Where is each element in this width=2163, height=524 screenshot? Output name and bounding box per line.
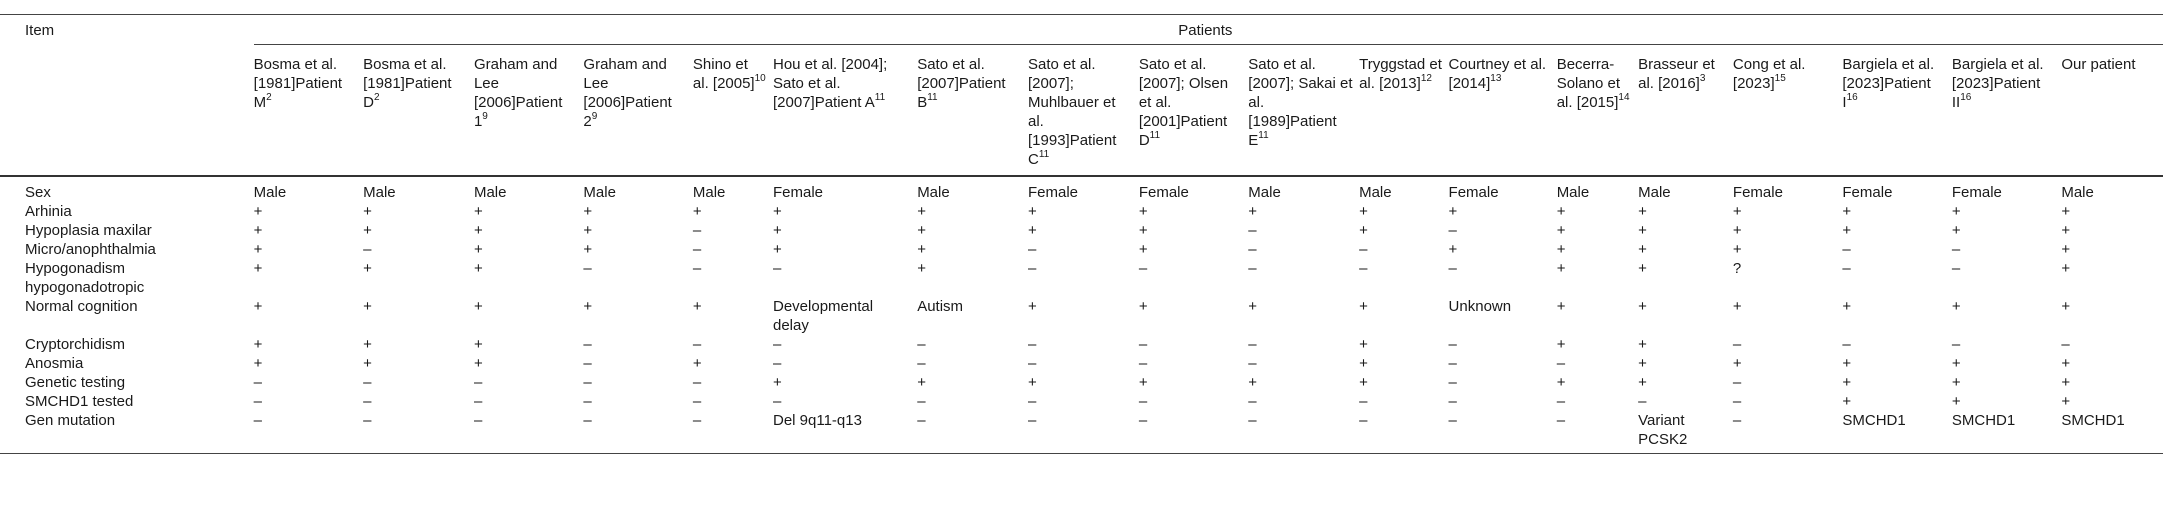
table-cell: – (1448, 412, 1457, 429)
table-row (0, 354, 2163, 373)
table-cell: + (1732, 241, 1742, 258)
table-cell: + (2061, 241, 2071, 258)
patient-column-label: Bargiela et al. [2023]Patient II (1951, 56, 2044, 111)
table-row (0, 202, 2163, 221)
table-body (0, 176, 2163, 454)
table-cell: + (773, 203, 782, 220)
table-cell: + (583, 203, 593, 220)
table-cell: – (1732, 412, 1742, 429)
table-row (0, 176, 2163, 202)
header-row-columns (0, 45, 2163, 177)
table-cell: Male (1359, 184, 1392, 201)
table-cell: – (1138, 393, 1148, 410)
table-cell: – (1448, 374, 1457, 391)
table-cell: + (1638, 203, 1647, 220)
table-cell: + (583, 298, 593, 315)
table-cell: – (363, 393, 372, 410)
row-label: SMCHD1 tested (25, 393, 134, 410)
patient-column-label: Brasseur et al. [2016] (1638, 56, 1715, 92)
table-cell: + (1842, 203, 1852, 220)
table-cell: Male (473, 184, 507, 201)
row-label: Gen mutation (25, 412, 116, 429)
reference-number: 11 (927, 92, 938, 103)
table-cell: SMCHD1 (2061, 412, 2125, 429)
table-cell: – (1138, 412, 1148, 429)
reference-number: 11 (1258, 130, 1269, 141)
row-label: Micro/anophthalmia (25, 241, 156, 258)
table-cell: + (773, 374, 782, 391)
table-cell: + (917, 203, 926, 220)
table-cell: + (1842, 298, 1852, 315)
table-cell: Male (583, 184, 616, 201)
table-cell: + (1951, 203, 1961, 220)
reference-number: 11 (1149, 130, 1161, 141)
table-cell: – (1359, 412, 1368, 429)
table-cell: + (1638, 355, 1647, 372)
patient-column-label: Graham and Lee [2006]Patient 2 (583, 56, 672, 130)
table-cell: Male (2061, 184, 2094, 201)
table-cell: + (1732, 298, 1742, 315)
patient-column-label: Bosma et al. [1981]Patient D (363, 56, 452, 111)
table-cell: – (917, 355, 926, 372)
reference-number: 10 (754, 73, 766, 84)
table-cell: + (1842, 374, 1852, 391)
patient-column-label: Becerra-Solano et al. [2015] (1556, 56, 1621, 111)
table-cell: + (583, 222, 593, 239)
patient-column-header (1248, 45, 1359, 177)
table-cell: SMCHD1 (1842, 412, 1906, 429)
table-cell: – (1448, 393, 1457, 410)
patient-column-header (1359, 45, 1448, 177)
reference-number: 13 (1490, 73, 1502, 84)
patient-column-header (363, 45, 474, 177)
table-cell: Male (917, 184, 950, 201)
patient-column-header (583, 45, 692, 177)
table-cell: + (917, 374, 926, 391)
table-cell: – (1951, 260, 1961, 277)
table-cell: + (2061, 393, 2071, 410)
table-cell: – (583, 260, 592, 277)
table-cell: + (1138, 374, 1148, 391)
table-cell: + (2061, 260, 2071, 277)
table-cell: + (1028, 374, 1037, 391)
row-label: Anosmia (25, 355, 84, 372)
table-cell: Unknown (1448, 298, 1512, 315)
table-cell: + (473, 355, 483, 372)
table-cell: – (1138, 336, 1148, 353)
table-cell: – (1138, 260, 1148, 277)
table-cell: Female (1732, 184, 1783, 201)
table-cell: + (253, 241, 263, 258)
patient-column-header (1952, 45, 2061, 177)
table-cell: – (1028, 336, 1037, 353)
table-cell: ? (1732, 260, 1742, 277)
patient-column-label: Our patient (2061, 56, 2136, 73)
patient-column-label: Graham and Lee [2006]Patient 1 (473, 56, 563, 130)
table-cell: – (1448, 260, 1457, 277)
row-label: Arhinia (25, 203, 72, 220)
table-cell: – (917, 336, 926, 353)
reference-number: 9 (482, 111, 488, 122)
table-cell: – (773, 393, 782, 410)
table-cell: + (1556, 241, 1566, 258)
table-cell: + (1842, 393, 1852, 410)
table-cell: – (583, 355, 592, 372)
reference-number: 9 (591, 111, 598, 122)
row-label: Hypoplasia maxilar (25, 222, 152, 239)
table-cell: – (583, 412, 592, 429)
table-cell: Female (1138, 184, 1189, 201)
table-cell: + (1359, 355, 1368, 372)
patient-column-label: Cong et al. [2023] (1732, 56, 1806, 92)
table-cell: – (1248, 355, 1257, 372)
table-row (0, 411, 2163, 454)
table-cell: – (1248, 336, 1257, 353)
table-cell: – (1556, 412, 1566, 429)
table-cell: + (1359, 336, 1368, 353)
table-cell: + (1448, 241, 1458, 258)
table-cell: + (1556, 374, 1566, 391)
table-cell: Male (253, 184, 287, 201)
table-cell: + (2061, 355, 2071, 372)
row-label: Genetic testing (25, 374, 126, 391)
table-cell: – (1951, 336, 1961, 353)
table-cell: + (1732, 355, 1742, 372)
table-cell: – (1028, 260, 1037, 277)
table-cell: Female (1028, 184, 1079, 201)
table-cell: + (1842, 355, 1852, 372)
table-cell: + (1732, 203, 1742, 220)
table-cell: + (1556, 298, 1566, 315)
table-row (0, 240, 2163, 259)
table-cell: + (1359, 374, 1368, 391)
patient-column-label: Sato et al. [2007]Patient B (917, 56, 1006, 111)
table-cell: – (1556, 355, 1566, 372)
table-cell: – (1359, 241, 1368, 258)
table-cell: + (1028, 298, 1037, 315)
table-cell: + (1951, 222, 1961, 239)
table-cell: – (1842, 241, 1851, 258)
table-cell: + (363, 336, 372, 353)
patient-column-header (917, 45, 1028, 177)
table-cell: – (1732, 393, 1742, 410)
reference-number: 14 (1618, 92, 1630, 103)
table-row (0, 221, 2163, 240)
table-cell: – (253, 412, 263, 429)
table-cell: + (1951, 374, 1961, 391)
table-row (0, 373, 2163, 392)
table-cell: – (1248, 260, 1257, 277)
table-cell: + (1359, 203, 1368, 220)
table-cell: – (253, 393, 263, 410)
table-cell: + (2061, 222, 2071, 239)
table-cell: – (917, 412, 926, 429)
table-cell: + (1138, 241, 1148, 258)
table-cell: + (473, 298, 483, 315)
row-label: Hypogonadism hypogonadotropic (25, 260, 145, 296)
table-cell: – (583, 393, 592, 410)
patient-column-header (773, 45, 917, 177)
table-cell: + (473, 203, 483, 220)
table-cell: + (473, 222, 483, 239)
reference-number: 11 (874, 92, 886, 103)
patient-column-header (1557, 45, 1638, 177)
table-cell: – (473, 393, 483, 410)
patient-column-header (1733, 45, 1842, 177)
patient-column-label: Shino et al. [2005] (692, 56, 755, 92)
reference-number: 16 (1846, 92, 1858, 103)
table-cell: + (253, 355, 263, 372)
table-cell: – (1448, 355, 1457, 372)
reference-number: 11 (1038, 149, 1050, 160)
table-cell: + (692, 355, 702, 372)
table-cell: + (363, 222, 372, 239)
table-cell: Female (1842, 184, 1893, 201)
table-cell: + (1638, 222, 1647, 239)
table-cell: + (253, 336, 263, 353)
table-cell: + (1951, 393, 1961, 410)
table-cell: + (692, 203, 702, 220)
table-cell: – (1732, 336, 1742, 353)
table-cell: – (692, 222, 702, 239)
table-cell: Female (1951, 184, 2002, 201)
table-cell: + (363, 260, 372, 277)
table-cell: + (363, 355, 372, 372)
reference-number: 2 (266, 92, 272, 103)
table-cell: + (1842, 222, 1852, 239)
table-cell: – (1028, 355, 1037, 372)
table-cell: – (692, 412, 702, 429)
table-cell: + (773, 241, 782, 258)
table-cell: – (1138, 355, 1148, 372)
table-cell: Male (363, 184, 396, 201)
patient-column-header (1842, 45, 1951, 177)
table-cell: + (2061, 298, 2071, 315)
item-header-spacer (0, 45, 254, 177)
reference-number: 3 (1699, 73, 1706, 84)
header-row-top (0, 15, 2163, 45)
table-cell: – (583, 374, 592, 391)
table-cell: + (1248, 298, 1258, 315)
table-cell: – (773, 260, 782, 277)
table-cell: + (253, 203, 263, 220)
table-cell: – (692, 260, 702, 277)
table-cell: + (1638, 260, 1647, 277)
table-cell: – (692, 336, 702, 353)
reference-number: 15 (1774, 73, 1786, 84)
table-cell: + (1248, 374, 1258, 391)
table-cell: Del 9q11-q13 (773, 412, 862, 429)
table-cell: – (1638, 393, 1647, 410)
patient-column-header (474, 45, 583, 177)
patient-column-header (254, 45, 363, 177)
table-cell: + (1138, 203, 1148, 220)
table-cell: + (473, 336, 483, 353)
table-cell: Male (692, 184, 726, 201)
table-cell: + (1556, 336, 1566, 353)
table-cell: + (253, 260, 263, 277)
table-cell: Autism (917, 298, 964, 315)
table-cell: + (692, 298, 702, 315)
patients-header: Patients (254, 15, 2163, 45)
table-cell: Male (1248, 184, 1281, 201)
patient-column-header (1139, 45, 1248, 177)
table-cell: – (1448, 336, 1457, 353)
item-header: Item (25, 22, 55, 39)
table-cell: Female (773, 184, 824, 201)
table-cell: + (1556, 203, 1566, 220)
patient-column-header (1638, 45, 1733, 177)
table-cell: – (1359, 393, 1368, 410)
table-cell: + (1556, 260, 1566, 277)
table-cell: + (1951, 298, 1961, 315)
row-label: Sex (25, 184, 51, 201)
table-cell: – (1951, 241, 1961, 258)
table-cell: + (1248, 203, 1258, 220)
table-cell: + (917, 222, 926, 239)
table-cell: – (1448, 222, 1457, 239)
table-cell: – (1028, 241, 1037, 258)
table-cell: – (773, 355, 782, 372)
table-row (0, 392, 2163, 411)
table-cell: + (1359, 222, 1368, 239)
table-cell: + (253, 298, 263, 315)
table-cell: – (363, 241, 372, 258)
table-cell: + (1638, 298, 1647, 315)
table-cell: – (1732, 374, 1742, 391)
patient-column-label: Courtney et al. [2014] (1448, 56, 1547, 92)
table-cell: + (1732, 222, 1742, 239)
table-cell: – (1248, 412, 1257, 429)
patient-column-label: Sato et al. [2007]; Olsen et al. [2001]Patient D (1138, 56, 1229, 149)
table-cell: + (1028, 222, 1037, 239)
table-cell: + (363, 298, 372, 315)
table-cell: + (253, 222, 263, 239)
patients-comparison-table (0, 14, 2163, 454)
table-cell: – (1359, 260, 1368, 277)
table-cell: + (473, 260, 483, 277)
table-cell: + (2061, 203, 2071, 220)
table-cell: Male (1638, 184, 1671, 201)
table-cell: – (1028, 393, 1037, 410)
table-cell: – (363, 412, 372, 429)
reference-number: 12 (1420, 73, 1432, 84)
patient-column-header (693, 45, 773, 177)
table-row (0, 335, 2163, 354)
table-cell: + (1638, 374, 1647, 391)
table-cell: – (773, 336, 782, 353)
patient-column-label: Tryggstad et al. [2013] (1359, 56, 1442, 92)
table-cell: + (1138, 298, 1148, 315)
patient-column-label: Sato et al. [2007]; Muhlbauer et al. [1993]Patient C (1028, 56, 1117, 168)
patient-column-header (1449, 45, 1557, 177)
table-cell: + (1638, 336, 1647, 353)
table-cell: – (692, 241, 702, 258)
reference-number: 16 (1960, 92, 1972, 103)
table-cell: – (473, 374, 483, 391)
table-cell: + (1556, 222, 1566, 239)
table-cell: – (583, 336, 592, 353)
table-cell: + (2061, 374, 2071, 391)
table-cell: – (1842, 260, 1851, 277)
patient-column-label: Bargiela et al. [2023]Patient I (1842, 56, 1935, 111)
table-cell: – (1028, 412, 1037, 429)
table-cell: + (917, 241, 926, 258)
table-cell: Variant PCSK2 (1638, 412, 1688, 448)
table-cell: – (692, 374, 702, 391)
row-label: Normal cognition (25, 298, 138, 315)
table-cell: – (1842, 336, 1851, 353)
patient-column-label: Sato et al. [2007]; Sakai et al. [1989]Patient E (1248, 56, 1353, 149)
patient-column-label: Hou et al. [2004]; Sato et al. [2007]Patient A (773, 56, 888, 111)
table-cell: Female (1448, 184, 1499, 201)
table-row (0, 259, 2163, 297)
table-cell: – (1556, 393, 1566, 410)
table-cell: + (917, 260, 926, 277)
table-cell: – (473, 412, 483, 429)
table-cell: – (1248, 393, 1257, 410)
table-cell: + (1359, 298, 1368, 315)
table-cell: – (363, 374, 372, 391)
table-cell: Developmental delay (773, 298, 874, 334)
table-cell: + (1951, 355, 1961, 372)
table-cell: – (1248, 222, 1257, 239)
table-cell: – (2061, 336, 2070, 353)
table-cell: + (773, 222, 782, 239)
table-cell: + (473, 241, 483, 258)
patient-column-header (1028, 45, 1139, 177)
row-label: Cryptorchidism (25, 336, 126, 353)
table-cell: + (1638, 241, 1647, 258)
reference-number: 2 (373, 92, 380, 103)
table-cell: – (692, 393, 702, 410)
table-cell: – (1248, 241, 1257, 258)
table-cell: + (363, 203, 372, 220)
table-cell: + (1448, 203, 1458, 220)
table-cell: + (583, 241, 593, 258)
table-cell: – (253, 374, 263, 391)
table-cell: SMCHD1 (1951, 412, 2016, 429)
patient-column-header (2061, 45, 2163, 177)
table-row (0, 297, 2163, 335)
table-cell: + (1028, 203, 1037, 220)
table-cell: – (917, 393, 926, 410)
table-cell: + (1138, 222, 1148, 239)
table-cell: Male (1556, 184, 1590, 201)
patient-column-label: Bosma et al. [1981]Patient M (253, 56, 343, 111)
